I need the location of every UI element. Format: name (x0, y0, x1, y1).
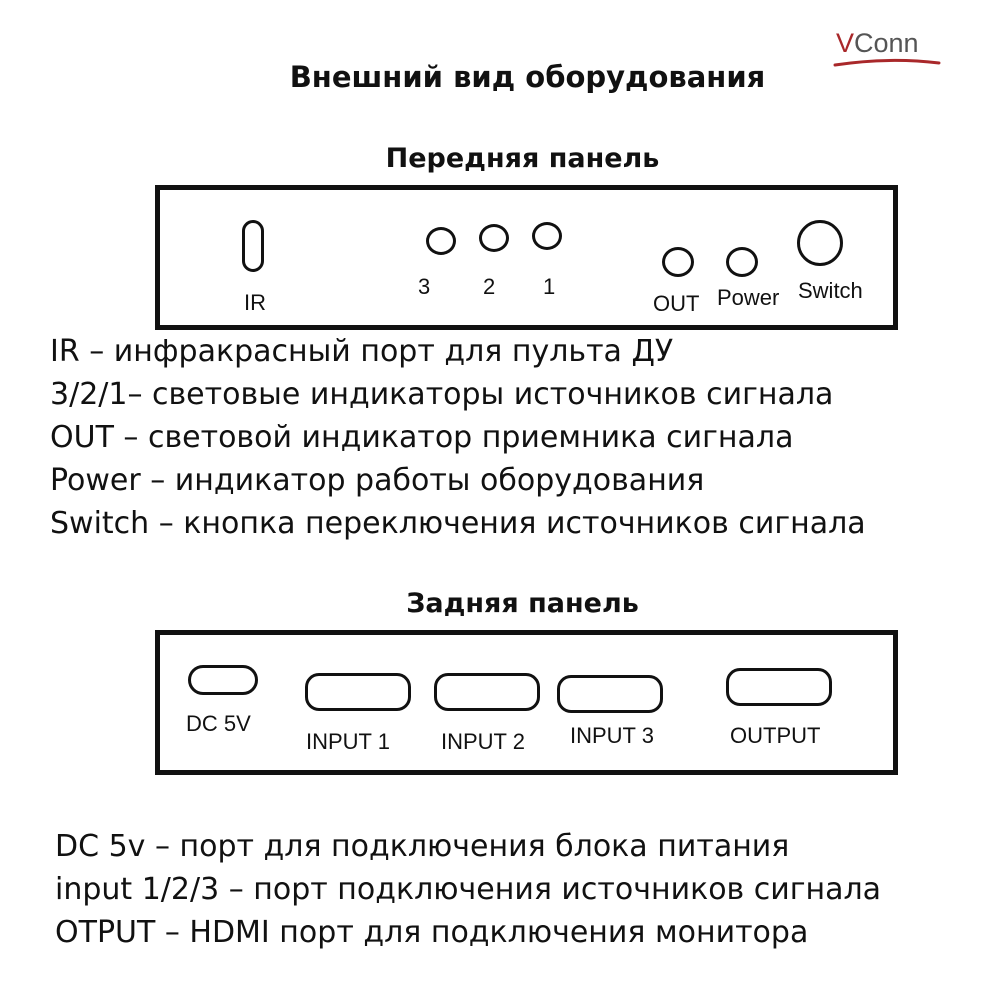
logo-text: Conn (854, 28, 919, 58)
front-desc-out: OUT – световой индикатор приемника сигнала (50, 420, 794, 455)
input-1-port-icon (305, 673, 411, 711)
input-3-port-icon (557, 675, 663, 713)
rear-desc-inputs: input 1/2/3 – порт подключения источников сигнала (55, 872, 882, 907)
led-1-label: 1 (543, 274, 556, 299)
input-2-label: INPUT 2 (441, 729, 525, 754)
out-label: OUT (653, 291, 700, 316)
front-panel-heading: Передняя панель (385, 143, 660, 174)
led-1-icon (532, 222, 562, 250)
power-label: Power (717, 285, 780, 310)
front-desc-leds: 3/2/1– световые индикаторы источников сигнала (50, 377, 834, 412)
output-label: OUTPUT (730, 723, 821, 748)
rear-desc-dc: DC 5v – порт для подключения блока питания (55, 829, 790, 864)
front-panel-diagram (155, 185, 898, 330)
logo-v: V (836, 28, 855, 58)
vconn-logo (836, 30, 919, 57)
output-port-icon (726, 668, 832, 706)
dc-port-icon (188, 665, 258, 695)
page-title: Внешний вид оборудования (289, 60, 766, 94)
led-2-label: 2 (483, 274, 496, 299)
front-desc-power: Power – индикатор работы оборудования (50, 463, 705, 498)
front-desc-ir: IR – инфракрасный порт для пульта ДУ (50, 334, 674, 369)
switch-button-icon (797, 220, 843, 266)
rear-panel-heading: Задняя панель (406, 588, 639, 619)
power-led-icon (726, 247, 758, 277)
input-2-port-icon (434, 673, 540, 711)
led-3-icon (426, 227, 456, 255)
input-3-label: INPUT 3 (570, 723, 654, 748)
ir-port-icon (242, 220, 264, 272)
led-3-label: 3 (418, 274, 431, 299)
ir-label: IR (244, 290, 266, 315)
rear-desc-output: OTPUT – HDMI порт для подключения монитора (55, 915, 809, 950)
front-desc-switch: Switch – кнопка переключения источников сигнала (50, 506, 866, 541)
input-1-label: INPUT 1 (306, 729, 390, 754)
dc-label: DC 5V (186, 711, 251, 736)
out-led-icon (662, 247, 694, 277)
rear-panel-diagram (155, 630, 898, 775)
led-2-icon (479, 224, 509, 252)
switch-label: Switch (798, 278, 863, 303)
